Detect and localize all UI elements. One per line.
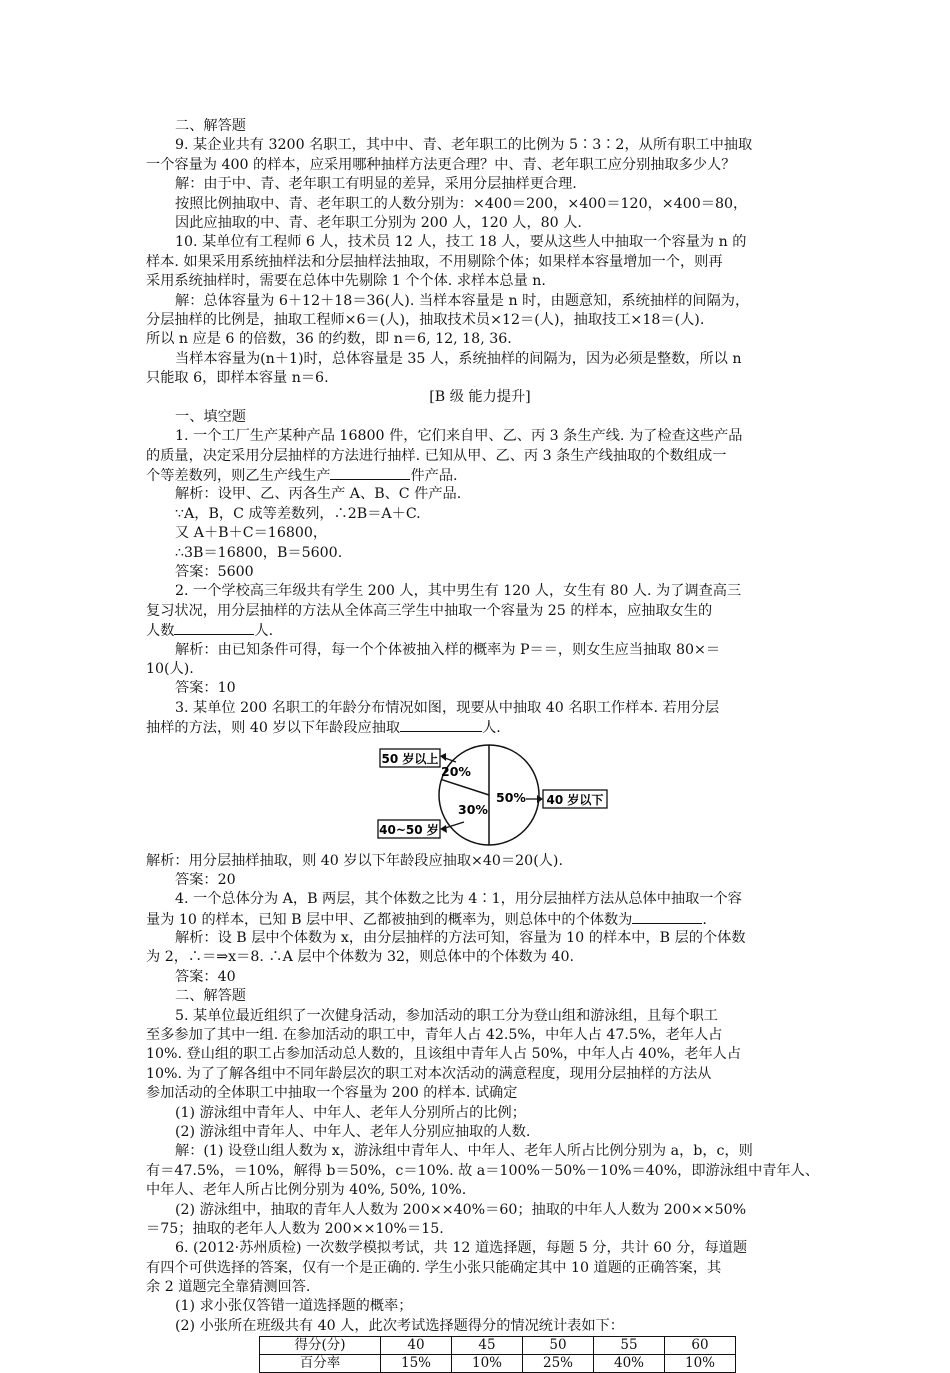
problem-2-text: 复习状况，用分层抽样的方法从全体高三学生中抽取一个容量为 25 的样本，应抽取女生的 <box>146 602 713 619</box>
problem-3-text: 3. 某单位 200 名职工的年龄分布情况如图，现要从中抽取 40 名职工作样本. 若用分层 <box>175 699 720 716</box>
problem-5-text: 10%. 为了了解各组中不同年龄层次的职工对本次活动的满意程度，现用分层抽样的方法从 <box>146 1065 712 1082</box>
arrow-head <box>440 825 447 833</box>
section-heading: 一、填空题 <box>175 408 246 425</box>
problem-2-text-part: 人数 <box>146 623 175 640</box>
problem-4-text-part: 量为 10 的样本，已知 B 层中甲、乙都被抽到的概率为，则总体中的个体数为 <box>146 911 633 928</box>
problem-10-text: 采用系统抽样时，需要在总体中先剔除 1 个个体. 求样本总量 n. <box>146 273 546 290</box>
solution-text: 中年人、老年人所占比例分别为 40%, 50%, 10%. <box>146 1182 467 1199</box>
analysis-text: 解析：由已知条件可得，每一个个体被抽入样的概率为 P＝＝，则女生应当抽取 80×＝ <box>175 641 721 658</box>
problem-2-text-part: 人. <box>254 623 274 640</box>
problem-5-text: 5. 某单位最近组织了一次健身活动，参加活动的职工分为登山组和游泳组，且每个职工 <box>175 1007 718 1024</box>
problem-10-text: 样本. 如果采用系统抽样法和分层抽样法抽取，不用剔除个体；如果样本容量增加一个，则再 <box>146 253 723 270</box>
table-cell: 60 <box>665 1337 736 1355</box>
table-cell: 45 <box>452 1337 523 1355</box>
age-distribution-figure <box>146 742 814 846</box>
problem-3-text-part: 人. <box>482 720 501 737</box>
problem-9-text: 9. 某企业共有 3200 名职工，其中中、青、老年职工的比例为 5∶3∶2，从所有职工中抽取 <box>175 137 753 154</box>
solution-text: 当样本容量为(n＋1)时，总体容量是 35 人，系统抽样的间隔为，因为必须是整数，所以 n <box>175 350 742 367</box>
answer-blank <box>632 910 702 924</box>
answer-text: 答案：20 <box>175 871 236 888</box>
slice-value-label: 30% <box>458 801 488 817</box>
table-row <box>260 1337 736 1355</box>
problem-6-question: (2) 小张所在班级共有 40 人，此次考试选择题得分的情况统计表如下： <box>175 1317 624 1334</box>
problem-5-question: (2) 游泳组中青年人、中年人、老年人分别应抽取的人数. <box>175 1123 531 1140</box>
problem-5-text: 参加活动的全体职工中抽取一个容量为 200 的样本. 试确定 <box>146 1085 518 1102</box>
problem-1-text <box>146 466 814 485</box>
answer-text: 答案：5600 <box>175 563 254 580</box>
problem-2-text: 2. 一个学校高三年级共有学生 200 人，其中男生有 120 人，女生有 80 人. 为了调查高三 <box>175 583 742 600</box>
solution-text: (2) 游泳组中，抽取的青年人人数为 200××40%＝60；抽取的中年人人数为 200××50% <box>175 1201 747 1218</box>
problem-6-text: 余 2 道题完全靠猜测回答. <box>146 1279 311 1296</box>
table-cell: 40 <box>381 1337 452 1355</box>
table-header-cell: 百分率 <box>260 1355 381 1373</box>
solution-text: 解：(1) 设登山组人数为 x，游泳组中青年人、中年人、老年人所占比例分别为 a，b，c，则 <box>175 1143 753 1160</box>
problem-1-text: 的质量，决定采用分层抽样的方法进行抽样. 已知从甲、乙、丙 3 条生产线抽取的个数组成一 <box>146 447 727 464</box>
problem-2-text <box>146 621 814 640</box>
table-cell: 15% <box>381 1355 452 1373</box>
answer-blank <box>400 718 482 732</box>
table-cell: 55 <box>594 1337 665 1355</box>
answer-blank <box>174 621 254 635</box>
solution-text: 所以 n 应是 6 的倍数，36 的约数，即 n＝6, 12, 18, 36. <box>146 331 512 348</box>
analysis-text: 解析：设 B 层中个体数为 x，由分层抽样的方法可知，容量为 10 的样本中，B 层的个体数 <box>175 930 746 947</box>
solution-text: 因此应抽取的中、青、老年职工分别为 200 人，120 人，80 人. <box>175 214 582 231</box>
score-table <box>259 1336 736 1373</box>
problem-6-text: 6. (2012·苏州质检) 一次数学模拟考试，共 12 道选择题，每题 5 分，共计 60 分，每道题 <box>175 1240 748 1257</box>
problem-3-text-part: 抽样的方法，则 40 岁以下年龄段应抽取 <box>146 720 401 737</box>
section-heading: 二、解答题 <box>175 988 246 1005</box>
arrow-head <box>440 753 446 761</box>
answer-blank <box>330 466 410 480</box>
analysis-text: 10(人). <box>146 660 194 677</box>
problem-1-text-part: 件产品. <box>410 468 458 485</box>
problem-6-text: 有四个可供选择的答案，仅有一个是正确的. 学生小张只能确定其中 10 道题的正确答案，其 <box>146 1259 722 1276</box>
solution-text: 解：由于中、青、老年职工有明显的差异，采用分层抽样更合理. <box>175 176 577 193</box>
analysis-text: 解析：设甲、乙、丙各生产 A、B、C 件产品. <box>175 486 462 503</box>
worksheet-page <box>146 117 820 1373</box>
problem-4-text <box>146 910 814 929</box>
table-cell: 40% <box>594 1355 665 1373</box>
analysis-text: 解析：用分层抽样抽取，则 40 岁以下年龄段应抽取×40＝20(人). <box>146 852 563 869</box>
problem-9-text: 一个容量为 400 的样本，应采用哪种抽样方法更合理？中、青、老年职工应分别抽取多少人？ <box>146 156 736 173</box>
problem-3-text <box>146 718 814 737</box>
problem-5-text: 10%. 登山组的职工占参加活动总人数的，且该组中青年人占 50%，中年人占 40%，老年人占 <box>146 1046 742 1063</box>
solution-text: 有＝47.5%，＝10%，解得 b＝50%，c＝10%. 故 a＝100%－50%－10%＝40%，即游泳组中青年人、 <box>146 1162 820 1179</box>
table-cell: 50 <box>523 1337 594 1355</box>
problem-10-text: 10. 某单位有工程师 6 人，技术员 12 人，技工 18 人，要从这些人中抽取一个容量为 n 的 <box>175 234 747 251</box>
problem-1-text-part: 个等差数列，则乙生产线生产 <box>146 468 331 485</box>
table-cell: 10% <box>452 1355 523 1373</box>
arrow-head <box>537 795 543 803</box>
level-b-heading: [B 级 能力提升] <box>429 389 531 406</box>
analysis-text: 为 2，∴＝⇒x＝8. ∴A 层中个体数为 32，则总体中的个体数为 40. <box>146 949 574 966</box>
table-header-cell: 得分(分) <box>260 1337 381 1355</box>
table-cell: 25% <box>523 1355 594 1373</box>
analysis-text: ∵A，B，C 成等差数列，∴2B＝A＋C. <box>175 505 421 522</box>
table-cell: 10% <box>665 1355 736 1373</box>
answer-text: 答案：40 <box>175 968 236 985</box>
problem-6-question: (1) 求小张仅答错一道选择题的概率； <box>175 1298 413 1315</box>
section-heading: 二、解答题 <box>175 118 246 134</box>
age-group-label: 40 岁以下 <box>546 792 604 807</box>
problem-4-text-part: . <box>702 911 707 928</box>
problem-1-text: 1. 一个工厂生产某种产品 16800 件，它们来自甲、乙、丙 3 条生产线. 为了检查这些产品 <box>175 428 743 445</box>
problem-5-text: 至多参加了其中一组. 在参加活动的职工中，青年人占 42.5%，中年人占 47.5%，老年人占 <box>146 1027 723 1044</box>
pie-chart <box>146 742 814 846</box>
slice-value-label: 50% <box>496 789 526 805</box>
problem-5-question: (1) 游泳组中青年人、中年人、老年人分别所占的比例； <box>175 1104 526 1121</box>
table-row <box>260 1355 736 1373</box>
analysis-text: ∴3B＝16800，B＝5600. <box>175 544 343 561</box>
solution-text: 按照比例抽取中、青、老年职工的人数分别为：×400＝200，×400＝120，×400＝80， <box>175 195 748 212</box>
solution-text: ＝75；抽取的老年人人数为 200××10%＝15. <box>146 1220 444 1237</box>
answer-text: 答案：10 <box>175 680 236 697</box>
analysis-text: 又 A＋B＋C＝16800， <box>175 525 328 542</box>
solution-text: 解：总体容量为 6＋12＋18＝36(人). 当样本容量是 n 时，由题意知，系统抽样的间隔为， <box>175 292 750 309</box>
age-group-label: 50 岁以上 <box>381 751 439 766</box>
age-group-label: 40~50 岁 <box>379 822 439 837</box>
solution-text: 分层抽样的比例是，抽取工程师×6＝(人)，抽取技术员×12＝(人)，抽取技工×18＝(人). <box>146 311 705 328</box>
solution-text: 只能取 6，即样本容量 n＝6. <box>146 370 329 387</box>
slice-value-label: 20% <box>441 763 471 779</box>
problem-4-text: 4. 一个总体分为 A，B 两层，其个体数之比为 4∶1，用分层抽样方法从总体中抽取一个容 <box>175 891 742 908</box>
